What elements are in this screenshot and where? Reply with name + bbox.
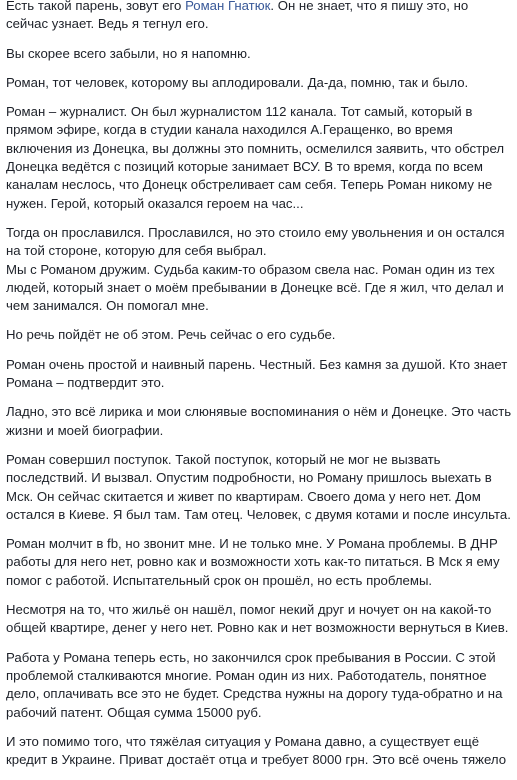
post-text xyxy=(6,0,512,780)
paragraph: Ладно, это всё лирика и мои слюнявые воспоминания о нём и Донецке. Это часть жизни и моей биографии. xyxy=(6,404,512,438)
intro-text-end: . Он не знает, что я пишу это, но сейчас узнает. Ведь я тегнул его. xyxy=(6,0,469,32)
paragraph: Вы скорее всего забыли, но я напомню. xyxy=(6,45,251,61)
paragraph-intro xyxy=(6,0,512,34)
paragraph: Роман, тот человек, которому вы аплодировали. Да-да, помню, так и было. xyxy=(6,74,469,90)
paragraph: Роман очень простой и наивный парень. Честный. Без камня за душой. Кто знает Романа – подтвердит это. xyxy=(6,356,508,391)
paragraph: Но речь пойдёт не об этом. Речь сейчас о его судьбе. xyxy=(6,327,336,343)
paragraph: Роман молчит в fb, но звонит мне. И не только мне. У Романа проблемы. В ДНР работы для него нет, ровно как и возможности хоть как-то питаться. В Мск я ему помог с работой. Испытательный срок он прошёл, но есть проблемы. xyxy=(6,536,500,588)
paragraph: И это помимо того, что тяжёлая ситуация у Романа давно, а существует ещё кредит в Украине. Приват достаёт отца и требует 8000 грн. Это всё очень тяжело xyxy=(6,733,507,768)
paragraph: Роман – журналист. Он был журналистом 112 канала. Тот самый, который в прямом эфире, когда в студии канала находился А.Геращенко, во время включения из Донецка, вы должны это помнить, осмелился заявить, что обстрел Донецка ведётся с позиций которые занимает ВСУ. В то время, когда по всем каналам неслось, что Донецк обстреливает сам себя. Теперь Роман никому не нужен. Герой, который оказался героем на час... xyxy=(6,104,505,211)
paragraph: Работа у Романа теперь есть, но закончился срок пребывания в России. С этой проблемой сталкиваются многие. Роман один из них. Работодатель, понятное дело, оплачивать все это не будет. Средства нужны на дорогу туда-обратно и на рабочий патент. Общая сумма 15000 руб. xyxy=(6,649,503,720)
intro-text-start: Есть такой парень, зовут его xyxy=(6,0,186,13)
mention-link-roman-gnatyuk[interactable]: Роман Гнатюк xyxy=(185,0,271,13)
paragraph: Роман совершил поступок. Такой поступок, который не мог не вызвать последствий. И вызвал. Опустим подробности, но Роману пришлось выехать в Мск. Он сейчас скитается и живет по квартирам. Своего дома у него нет. Дом остался в Киеве. Я был там. Там отец. Человек, с двумя котами и после инсульта. xyxy=(6,451,511,522)
paragraph: Тогда он прославился. Прославился, но это стоило ему увольнения и он остался на той стороне, которую для себя выбрал. Мы с Романом дружим. Судьба каким-то образом свела нас. Роман один из тех людей, который знает о моём пребывании в Донецке всё. Где я жил, что делал и чем занимался. Он помогал мне. xyxy=(6,224,505,314)
paragraph: Несмотря на то, что жильё он нашёл, помог некий друг и ночует он на какой-то общей квартире, денег у него нет. Ровно как и нет возможности вернуться в Киев. xyxy=(6,602,509,636)
